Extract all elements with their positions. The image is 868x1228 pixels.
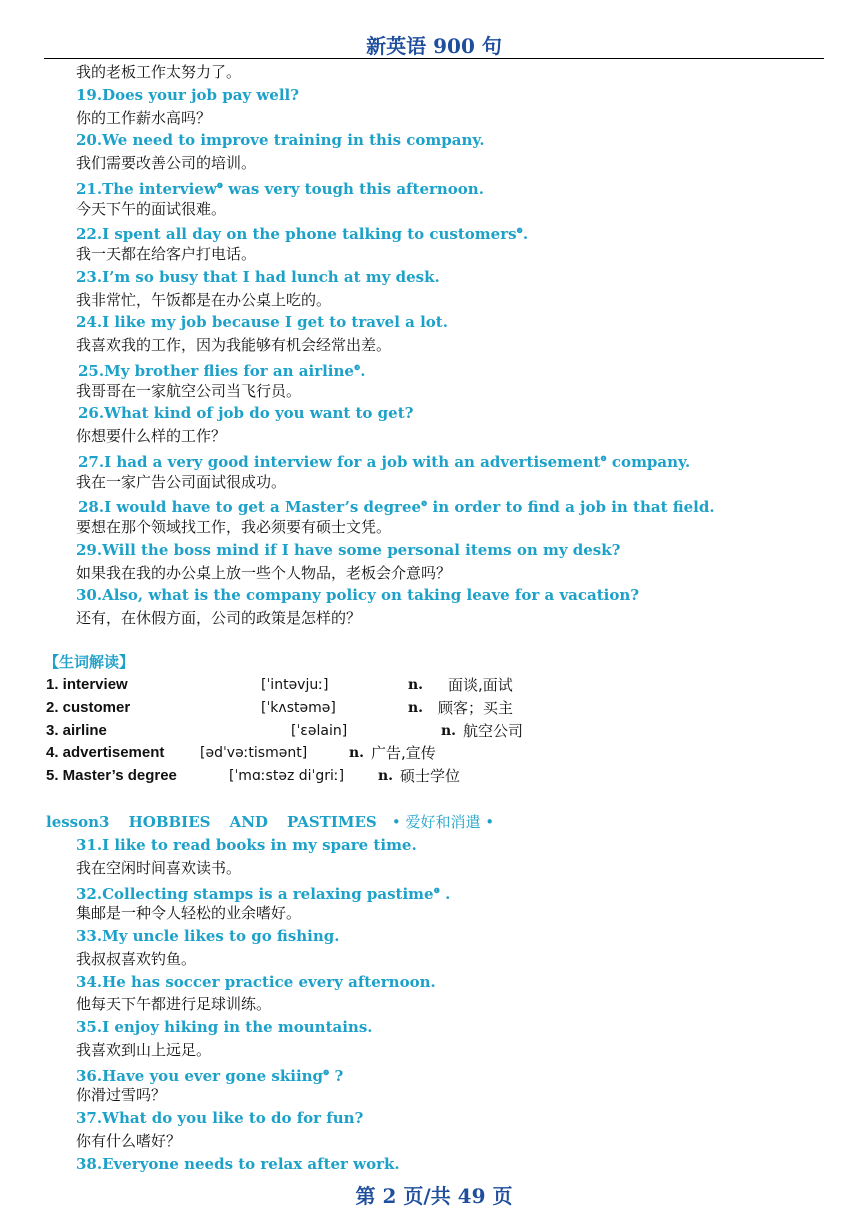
lesson-chinese-title: • 爱好和消遣 • — [391, 813, 495, 831]
sentence-text: 我一天都在给客户打电话。 — [76, 245, 257, 263]
sentence-text: 38.Everyone needs to relax after work. — [76, 1154, 400, 1173]
chinese-translation — [76, 152, 256, 174]
lesson-word-2: AND — [229, 813, 268, 831]
chinese-translation — [76, 993, 271, 1015]
english-sentence — [76, 834, 417, 856]
lesson-word-1: HOBBIES — [128, 813, 211, 831]
page-header-title: 新英语 900 句 — [366, 34, 502, 58]
english-sentence — [76, 584, 639, 606]
vocabulary-heading: 【生词解读】 — [44, 653, 135, 671]
chinese-translation — [76, 1084, 166, 1106]
sentence-text-tail: in order to find a job in that field. — [427, 498, 715, 517]
sentence-text: 我的老板工作太努力了。 — [76, 63, 242, 81]
sentence-text: 我在空闲时间喜欢读书。 — [76, 858, 242, 877]
english-sentence — [76, 539, 620, 561]
sentence-text: 他每天下午都进行足球训练。 — [76, 995, 272, 1014]
chinese-translation — [76, 243, 256, 265]
chinese-translation — [76, 289, 331, 311]
vocab-phonetic: [ˈkʌstəmə] — [261, 699, 336, 716]
chinese-translation — [76, 1039, 211, 1061]
sentence-text: 25.My brother flies for an airline — [78, 361, 354, 380]
sentence-text: 36.Have you ever gone skiing — [76, 1066, 324, 1085]
sentence-text: 你的工作薪水高吗？ — [76, 108, 212, 127]
sentence-text: 26.What kind of job do you want to get? — [78, 404, 414, 423]
vocab-part-of-speech: n. — [408, 677, 424, 693]
english-sentence — [76, 880, 450, 902]
sentence-text: 28.I would have to get a Master’s degree — [78, 498, 422, 517]
chinese-translation — [76, 948, 196, 970]
english-sentence — [78, 402, 413, 424]
sentence-text: 我喜欢到山上远足。 — [76, 1040, 212, 1059]
vocab-word: 4. advertisement — [46, 744, 165, 762]
vocab-meaning: 顾客；买主 — [438, 698, 514, 717]
chinese-translation — [76, 334, 391, 356]
sentence-text-tail: ? — [329, 1066, 344, 1085]
footnote-marker: ❹ — [600, 453, 607, 463]
chinese-translation — [76, 471, 286, 493]
sentence-text: 34.He has soccer practice every afternoon. — [76, 972, 436, 991]
english-sentence — [78, 493, 715, 515]
sentence-text-tail: . — [360, 361, 366, 380]
sentence-text: 33.My uncle likes to go fishing. — [76, 927, 340, 945]
sentence-text: 我非常忙，午饭都是在办公桌上吃的。 — [76, 290, 332, 309]
sentence-text: 我在一家广告公司面试很成功。 — [76, 472, 287, 491]
english-sentence — [78, 357, 365, 379]
sentence-text: 我喜欢我的工作，因为我能够有机会经常出差。 — [76, 336, 392, 354]
sentence-text: 20.We need to improve training in this company. — [76, 131, 485, 150]
sentence-text: 35.I enjoy hiking in the mountains. — [76, 1018, 373, 1036]
chinese-translation — [76, 902, 301, 924]
sentence-text: 23.I’m so busy that I had lunch at my desk. — [76, 267, 440, 286]
english-sentence — [76, 971, 436, 993]
vocab-phonetic: [ˈɛəlain] — [291, 722, 348, 739]
chinese-translation — [76, 380, 301, 402]
footnote-marker: ❶ — [216, 180, 224, 190]
footnote-marker: ❷ — [323, 1067, 330, 1077]
chinese-translation — [76, 425, 226, 447]
vocab-part-of-speech: n. — [378, 768, 394, 785]
vocab-word: 1. interview — [46, 676, 128, 693]
sentence-text: 还有，在休假方面，公司的政策是怎样的？ — [76, 609, 362, 627]
sentence-text: 37.What do you like to do for fun? — [76, 1109, 364, 1127]
sentence-text: 你有什么嗜好？ — [76, 1131, 182, 1150]
english-sentence — [76, 266, 440, 288]
english-sentence — [76, 175, 484, 197]
chinese-translation — [76, 607, 361, 629]
sentence-text: 31.I like to read books in my spare time. — [76, 836, 417, 854]
sentence-text: 今天下午的面试很难。 — [76, 199, 227, 218]
vocab-phonetic: [ˈmɑːstəz diˈgriː] — [229, 768, 345, 785]
chinese-translation — [76, 1130, 181, 1152]
chinese-translation — [76, 516, 391, 538]
chinese-translation — [76, 107, 211, 129]
sentence-text: 你滑过雪吗？ — [76, 1086, 167, 1105]
chinese-translation — [76, 61, 241, 83]
sentence-text: 你想要什么样的工作？ — [76, 427, 227, 445]
sentence-text: 21.The interview — [76, 179, 217, 198]
sentence-text: 19.Does your job pay well? — [76, 85, 300, 104]
english-sentence — [76, 1153, 400, 1175]
vocab-meaning: 硕士学位 — [400, 767, 461, 786]
vocab-part-of-speech: n. — [349, 745, 365, 762]
sentence-text: 要想在那个领域找工作，我必须要有硕士文凭。 — [76, 518, 392, 536]
english-sentence — [76, 311, 448, 333]
page-footer: 第 2 页/共 49 页 — [355, 1184, 513, 1208]
footnote-marker: ❸ — [353, 362, 361, 372]
sentence-text: 32.Collecting stamps is a relaxing pastime — [76, 884, 434, 903]
sentence-text-tail: . — [439, 884, 451, 903]
sentence-text: 22.I spent all day on the phone talking to customers — [76, 225, 517, 244]
vocab-phonetic: [ədˈvəːtismənt] — [200, 745, 308, 762]
english-sentence — [76, 1016, 373, 1038]
english-sentence — [76, 1107, 363, 1129]
footnote-marker: ❶ — [433, 885, 440, 895]
vocab-word: 3. airline — [46, 721, 107, 739]
sentence-text: 27.I had a very good interview for a job with an advertisement — [78, 452, 601, 471]
sentence-text-tail: company. — [606, 452, 691, 471]
chinese-translation — [76, 857, 241, 879]
english-sentence — [76, 220, 528, 242]
vocab-part-of-speech: n. — [441, 722, 457, 739]
sentence-text: 我哥哥在一家航空公司当飞行员。 — [76, 381, 302, 400]
vocab-meaning: 广告,宣传 — [371, 744, 436, 763]
footnote-marker: ❺ — [421, 499, 428, 509]
vocab-meaning: 航空公司 — [463, 721, 524, 740]
vocab-part-of-speech: n. — [408, 699, 424, 716]
chinese-translation — [76, 562, 451, 584]
vocab-meaning: 面谈,面试 — [448, 676, 513, 694]
sentence-text: 如果我在我的办公桌上放一些个人物品，老板会介意吗？ — [76, 563, 452, 582]
sentence-text: 我们需要改善公司的培训。 — [76, 154, 257, 172]
english-sentence — [76, 925, 340, 947]
english-sentence — [76, 1062, 343, 1084]
vocab-phonetic: [ˈintəvjuː] — [261, 677, 329, 693]
english-sentence — [76, 129, 485, 151]
footnote-marker: ❷ — [516, 226, 523, 236]
english-sentence — [78, 448, 690, 470]
sentence-text: 29.Will the boss mind if I have some personal items on my desk? — [76, 540, 621, 559]
vocab-word: 5. Master’s degree — [46, 767, 177, 785]
english-sentence — [76, 84, 299, 106]
sentence-text: 24.I like my job because I get to travel a lot. — [76, 313, 448, 332]
sentence-text: 集邮是一种令人轻松的业余嗜好。 — [76, 904, 302, 923]
vocab-word: 2. customer — [46, 698, 131, 716]
sentence-text-tail: . — [522, 225, 529, 244]
lesson-title — [46, 811, 494, 833]
sentence-text: 30.Also, what is the company policy on taking leave for a vacation? — [76, 586, 640, 605]
sentence-text: 我叔叔喜欢钓鱼。 — [76, 949, 197, 968]
lesson-word-3: PASTIMES — [287, 813, 377, 831]
sentence-text-tail: was very tough this afternoon. — [223, 179, 484, 198]
chinese-translation — [76, 198, 226, 220]
lesson-code: lesson3 — [46, 813, 110, 831]
header-divider — [44, 58, 824, 59]
